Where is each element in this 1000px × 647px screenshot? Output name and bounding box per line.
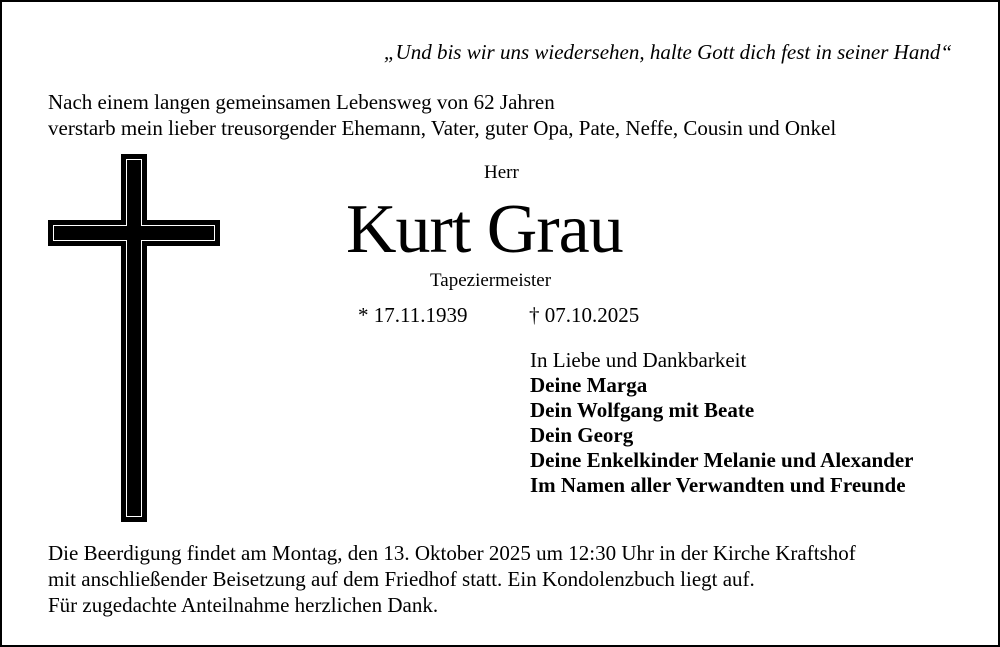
death-date: † 07.10.2025	[529, 303, 640, 327]
intro-text	[48, 89, 836, 141]
motto-quote: „Und bis wir uns wiedersehen, halte Gott dich fest in seiner Hand“	[383, 40, 952, 64]
mourner-name: Dein Wolfgang mit Beate	[530, 398, 755, 422]
intro-line: Nach einem langen gemeinsamen Lebensweg von 62 Jahren	[48, 90, 555, 114]
salutation: Herr	[484, 162, 519, 183]
cross-icon	[48, 154, 220, 522]
mourner-name: Im Namen aller Verwandten und Freunde	[530, 473, 906, 497]
mourner-name: Deine Marga	[530, 373, 648, 397]
funeral-info	[48, 540, 856, 618]
mourner-name: Dein Georg	[530, 423, 634, 447]
deceased-name: Kurt Grau	[346, 191, 623, 268]
mourners-intro: In Liebe und Dankbarkeit	[530, 348, 747, 372]
funeral-line: mit anschließender Beisetzung auf dem Friedhof statt. Ein Kondolenzbuch liegt auf.	[48, 567, 755, 591]
profession: Tapeziermeister	[430, 270, 552, 291]
mourner-name: Deine Enkelkinder Melanie und Alexander	[530, 448, 914, 472]
intro-line: verstarb mein lieber treusorgender Ehemann, Vater, guter Opa, Pate, Neffe, Cousin und Onkel	[48, 116, 837, 140]
cross-inner-fill-vertical	[127, 160, 141, 516]
funeral-line: Die Beerdigung findet am Montag, den 13. Oktober 2025 um 12:30 Uhr in der Kirche Kraftshof	[48, 541, 856, 565]
cross-inner-fill-horizontal	[54, 226, 214, 240]
funeral-line: Für zugedachte Anteilnahme herzlichen Dank.	[48, 593, 439, 617]
birth-date: * 17.11.1939	[358, 303, 468, 327]
mourners-block	[530, 348, 914, 498]
